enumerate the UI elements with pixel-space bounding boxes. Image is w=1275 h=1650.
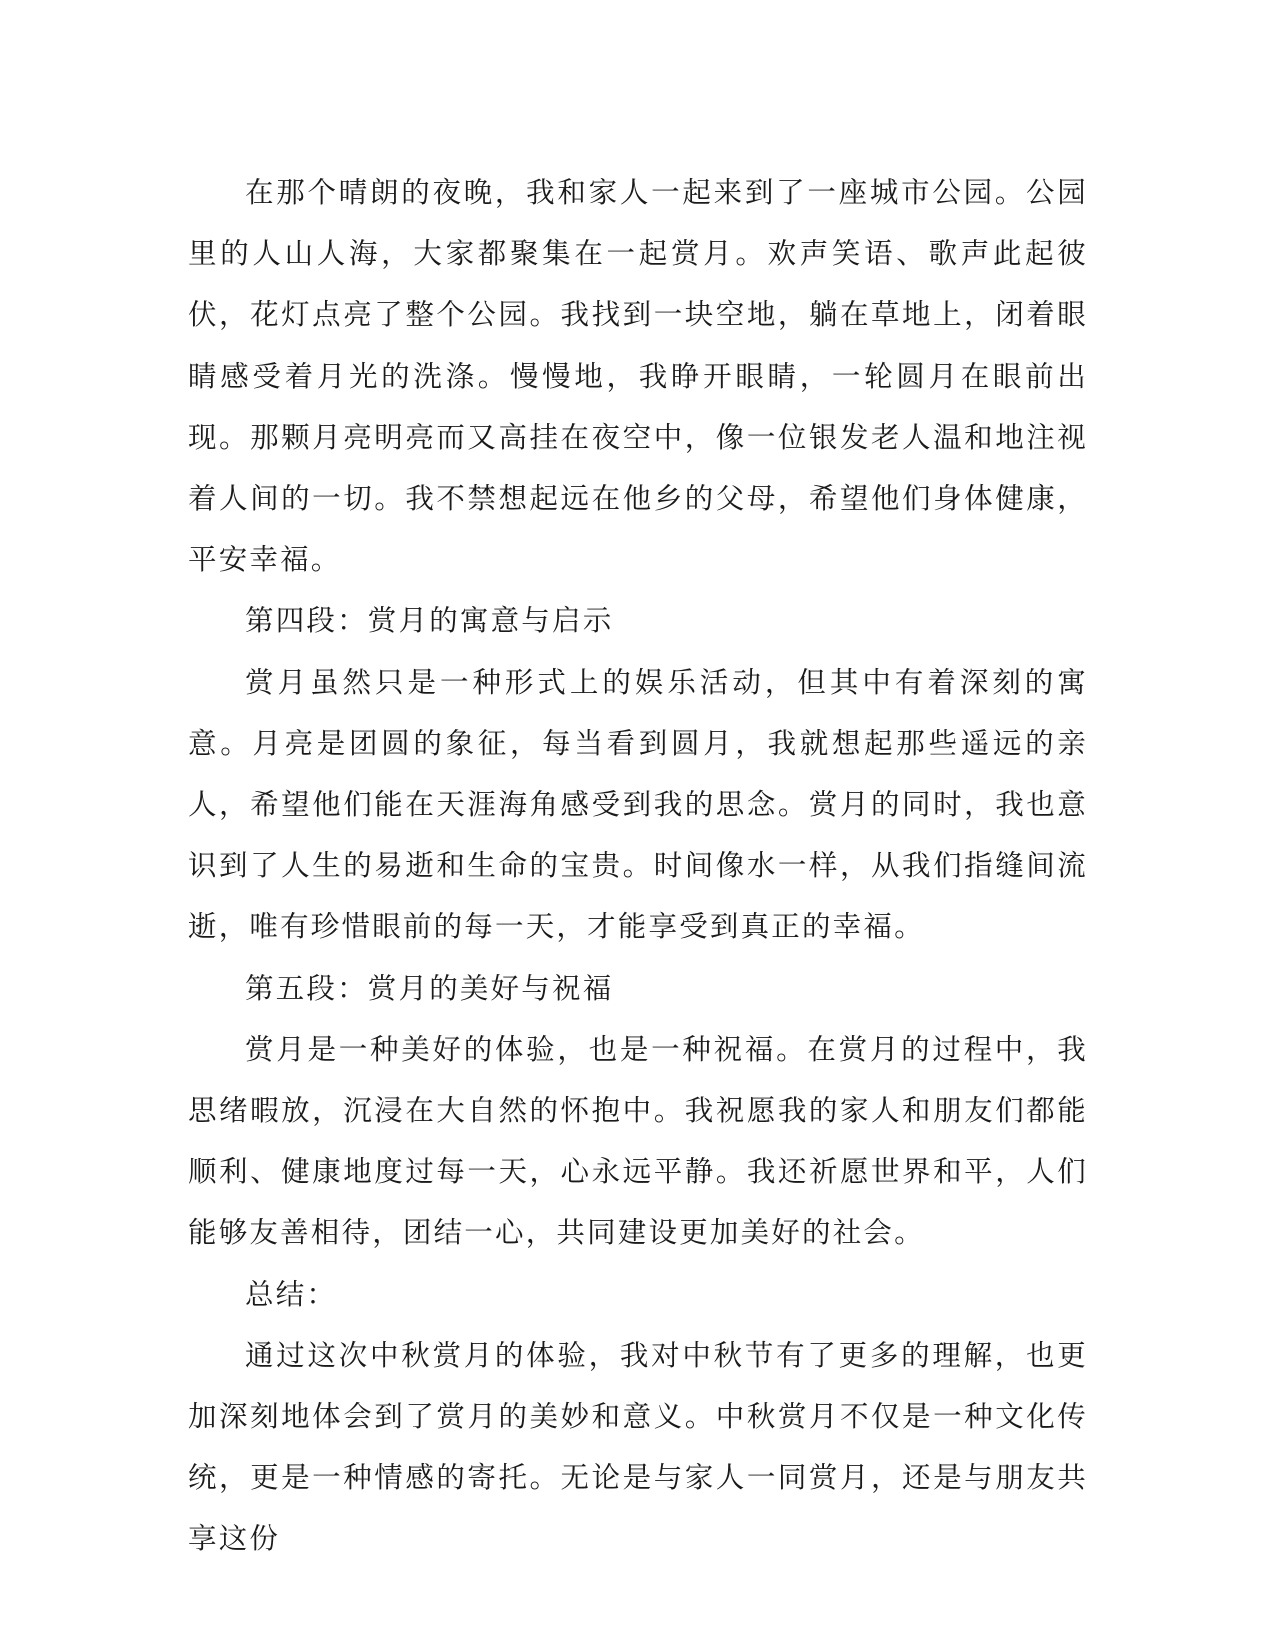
section-heading-4: 第四段：赏月的寓意与启示 [245,604,614,638]
paragraph-meaning: 赏月虽然只是一种形式上的娱乐活动，但其中有着深刻的寓意。月亮是团圆的象征，每当看到圆月，我就想起那些遥远的亲人，希望他们能在天涯海角感受到我的思念。赏月的同时，我也意识到了人生的易逝和生命的宝贵。时间像水一样，从我们指缝间流逝，唯有珍惜眼前的每一天，才能享受到真正的幸福。 [188,665,1088,944]
paragraph-park-night: 在那个晴朗的夜晚，我和家人一起来到了一座城市公园。公园里的人山人海，大家都聚集在一起赏月。欢声笑语、歌声此起彼伏，花灯点亮了整个公园。我找到一块空地，躺在草地上，闭着眼睛感受着月光的洗涤。慢慢地，我睁开眼睛，一轮圆月在眼前出现。那颗月亮明亮而又高挂在夜空中，像一位银发老人温和地注视着人间的一切。我不禁想起远在他乡的父母，希望他们身体健康，平安幸福。 [188,176,1088,577]
document-body [188,162,1088,1570]
paragraph-blessing: 赏月是一种美好的体验，也是一种祝福。在赏月的过程中，我思绪暇放，沉浸在大自然的怀抱中。我祝愿我的家人和朋友们都能顺利、健康地度过每一天，心永远平静。我还祈愿世界和平，人们能够友善相待，团结一心，共同建设更加美好的社会。 [188,1032,1088,1250]
section-heading-5: 第五段：赏月的美好与祝福 [245,971,614,1005]
summary-heading: 总结： [245,1277,338,1311]
paragraph-summary: 通过这次中秋赏月的体验，我对中秋节有了更多的理解，也更加深刻地体会到了赏月的美妙和意义。中秋赏月不仅是一种文化传统，更是一种情感的寄托。无论是与家人一同赏月，还是与朋友共享这份 [188,1338,1088,1556]
